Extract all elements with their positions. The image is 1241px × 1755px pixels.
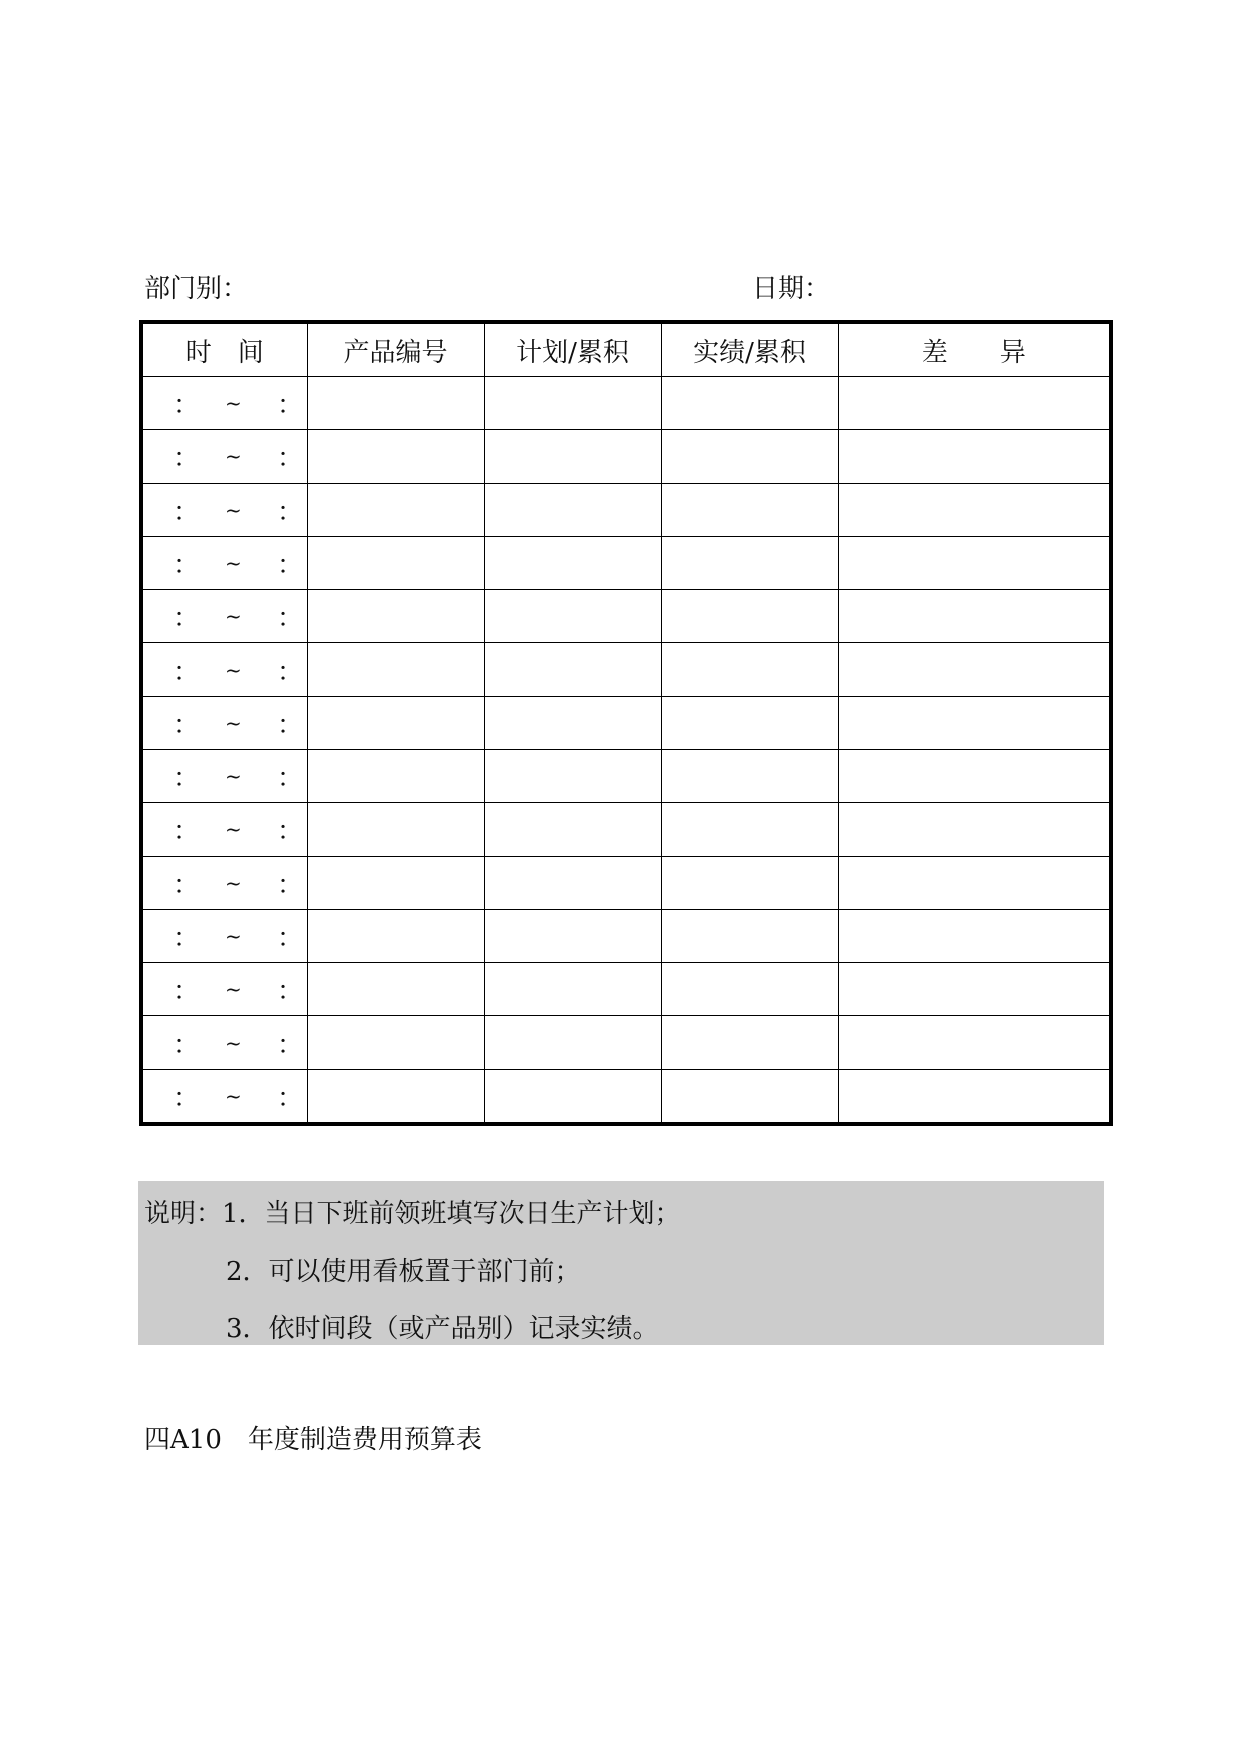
plan-cumulative-cell[interactable]: [484, 377, 661, 430]
product-no-cell[interactable]: [307, 1016, 484, 1069]
product-no-cell[interactable]: [307, 803, 484, 856]
col-header-plan-cumulative: 计划/累积: [484, 324, 661, 377]
department-label: 部门别：: [144, 274, 249, 304]
time-range-tilde: ~: [225, 1084, 242, 1109]
actual-cumulative-cell[interactable]: [661, 803, 838, 856]
product-no-cell[interactable]: [307, 430, 484, 483]
plan-cumulative-cell[interactable]: [484, 749, 661, 802]
note-line-2: 2．可以使用看板置于部门前；: [226, 1257, 581, 1287]
date-label: 日期：: [752, 274, 831, 304]
col-header-actual-cumulative: 实绩/累积: [661, 324, 838, 377]
note-line-3: 3．依时间段（或产品别）记录实绩。: [226, 1314, 659, 1344]
time-range-cell[interactable]: [143, 963, 307, 1016]
table-row: [143, 483, 1109, 536]
time-end-colon: ：: [277, 550, 304, 581]
product-no-cell[interactable]: [307, 1069, 484, 1122]
difference-cell[interactable]: [838, 696, 1109, 749]
time-end-colon: ：: [277, 443, 304, 474]
plan-cumulative-cell[interactable]: [484, 430, 661, 483]
time-start-colon: ：: [173, 816, 200, 847]
time-end-colon: ：: [277, 1030, 304, 1061]
actual-cumulative-cell[interactable]: [661, 696, 838, 749]
product-no-cell[interactable]: [307, 590, 484, 643]
actual-cumulative-cell[interactable]: [661, 377, 838, 430]
table-row: [143, 749, 1109, 802]
time-range-cell[interactable]: [143, 483, 307, 536]
time-range-tilde: ~: [225, 1030, 242, 1055]
time-range-cell[interactable]: [143, 430, 307, 483]
col-header-difference: 差 异: [838, 324, 1109, 377]
time-start-colon: ：: [173, 710, 200, 741]
note-line-1: 说明：1．当日下班前领班填写次日生产计划；: [144, 1199, 681, 1229]
plan-cumulative-cell[interactable]: [484, 536, 661, 589]
time-end-colon: ：: [277, 763, 304, 794]
time-end-colon: ：: [277, 816, 304, 847]
time-start-colon: ：: [173, 390, 200, 421]
time-range-cell[interactable]: [143, 1016, 307, 1069]
table-row: [143, 909, 1109, 962]
time-start-colon: ：: [173, 976, 200, 1007]
difference-cell[interactable]: [838, 1069, 1109, 1122]
table-row: [143, 1016, 1109, 1069]
production-schedule-table: [139, 320, 1113, 1126]
table-row: [143, 590, 1109, 643]
difference-cell[interactable]: [838, 536, 1109, 589]
difference-cell[interactable]: [838, 643, 1109, 696]
next-section-title: 四A10 年度制造费用预算表: [144, 1425, 482, 1455]
time-end-colon: ：: [277, 657, 304, 688]
table-row: [143, 377, 1109, 430]
time-range-cell[interactable]: [143, 590, 307, 643]
difference-cell[interactable]: [838, 1016, 1109, 1069]
actual-cumulative-cell[interactable]: [661, 643, 838, 696]
time-start-colon: ：: [173, 763, 200, 794]
plan-cumulative-cell[interactable]: [484, 1069, 661, 1122]
difference-cell[interactable]: [838, 803, 1109, 856]
time-start-colon: ：: [173, 870, 200, 901]
table-row: [143, 643, 1109, 696]
product-no-cell[interactable]: [307, 483, 484, 536]
time-start-colon: ：: [173, 550, 200, 581]
time-start-colon: ：: [173, 603, 200, 634]
actual-cumulative-cell[interactable]: [661, 1016, 838, 1069]
plan-cumulative-cell[interactable]: [484, 590, 661, 643]
actual-cumulative-cell[interactable]: [661, 430, 838, 483]
time-end-colon: ：: [277, 390, 304, 421]
time-start-colon: ：: [173, 1083, 200, 1114]
difference-cell[interactable]: [838, 856, 1109, 909]
notes-box: [138, 1181, 1104, 1345]
plan-cumulative-cell[interactable]: [484, 963, 661, 1016]
table-header-row: [143, 324, 1109, 377]
col-header-product-no: 产品编号: [307, 324, 484, 377]
time-range-tilde: ~: [225, 550, 242, 575]
actual-cumulative-cell[interactable]: [661, 749, 838, 802]
plan-cumulative-cell[interactable]: [484, 1016, 661, 1069]
table-row: [143, 696, 1109, 749]
time-range-tilde: ~: [225, 764, 242, 789]
actual-cumulative-cell[interactable]: [661, 909, 838, 962]
difference-cell[interactable]: [838, 377, 1109, 430]
product-no-cell[interactable]: [307, 536, 484, 589]
time-start-colon: ：: [173, 443, 200, 474]
time-end-colon: ：: [277, 603, 304, 634]
time-range-tilde: ~: [225, 604, 242, 629]
product-no-cell[interactable]: [307, 856, 484, 909]
actual-cumulative-cell[interactable]: [661, 856, 838, 909]
form-header: [144, 268, 1124, 308]
time-end-colon: ：: [277, 870, 304, 901]
time-range-cell[interactable]: [143, 803, 307, 856]
time-range-cell[interactable]: [143, 696, 307, 749]
time-end-colon: ：: [277, 710, 304, 741]
time-range-tilde: ~: [225, 977, 242, 1002]
time-range-tilde: ~: [225, 870, 242, 895]
time-start-colon: ：: [173, 1030, 200, 1061]
actual-cumulative-cell[interactable]: [661, 590, 838, 643]
table-row: [143, 536, 1109, 589]
time-range-cell[interactable]: [143, 749, 307, 802]
time-range-cell[interactable]: [143, 856, 307, 909]
plan-cumulative-cell[interactable]: [484, 909, 661, 962]
table-row: [143, 803, 1109, 856]
difference-cell[interactable]: [838, 430, 1109, 483]
actual-cumulative-cell[interactable]: [661, 963, 838, 1016]
time-range-cell[interactable]: [143, 377, 307, 430]
time-range-cell[interactable]: [143, 643, 307, 696]
time-range-cell[interactable]: [143, 1069, 307, 1122]
table-row: [143, 430, 1109, 483]
time-range-tilde: ~: [225, 657, 242, 682]
time-range-tilde: ~: [225, 444, 242, 469]
difference-cell[interactable]: [838, 909, 1109, 962]
time-range-tilde: ~: [225, 817, 242, 842]
difference-cell[interactable]: [838, 963, 1109, 1016]
table-row: [143, 856, 1109, 909]
product-no-cell[interactable]: [307, 749, 484, 802]
time-end-colon: ：: [277, 497, 304, 528]
difference-cell[interactable]: [838, 483, 1109, 536]
difference-cell[interactable]: [838, 590, 1109, 643]
table-row: [143, 1069, 1109, 1122]
plan-cumulative-cell[interactable]: [484, 643, 661, 696]
plan-cumulative-cell[interactable]: [484, 696, 661, 749]
difference-cell[interactable]: [838, 749, 1109, 802]
product-no-cell[interactable]: [307, 377, 484, 430]
product-no-cell[interactable]: [307, 643, 484, 696]
schedule-grid: [143, 324, 1109, 1122]
time-range-cell[interactable]: [143, 909, 307, 962]
time-end-colon: ：: [277, 923, 304, 954]
actual-cumulative-cell[interactable]: [661, 483, 838, 536]
actual-cumulative-cell[interactable]: [661, 536, 838, 589]
actual-cumulative-cell[interactable]: [661, 1069, 838, 1122]
col-header-time: 时 间: [143, 324, 307, 377]
product-no-cell[interactable]: [307, 696, 484, 749]
time-end-colon: ：: [277, 976, 304, 1007]
plan-cumulative-cell[interactable]: [484, 856, 661, 909]
plan-cumulative-cell[interactable]: [484, 803, 661, 856]
table-row: [143, 963, 1109, 1016]
time-range-tilde: ~: [225, 710, 242, 735]
plan-cumulative-cell[interactable]: [484, 483, 661, 536]
time-end-colon: ：: [277, 1083, 304, 1114]
time-start-colon: ：: [173, 657, 200, 688]
product-no-cell[interactable]: [307, 963, 484, 1016]
time-start-colon: ：: [173, 497, 200, 528]
time-range-tilde: ~: [225, 923, 242, 948]
product-no-cell[interactable]: [307, 909, 484, 962]
time-start-colon: ：: [173, 923, 200, 954]
time-range-tilde: ~: [225, 497, 242, 522]
time-range-tilde: ~: [225, 391, 242, 416]
time-range-cell[interactable]: [143, 536, 307, 589]
